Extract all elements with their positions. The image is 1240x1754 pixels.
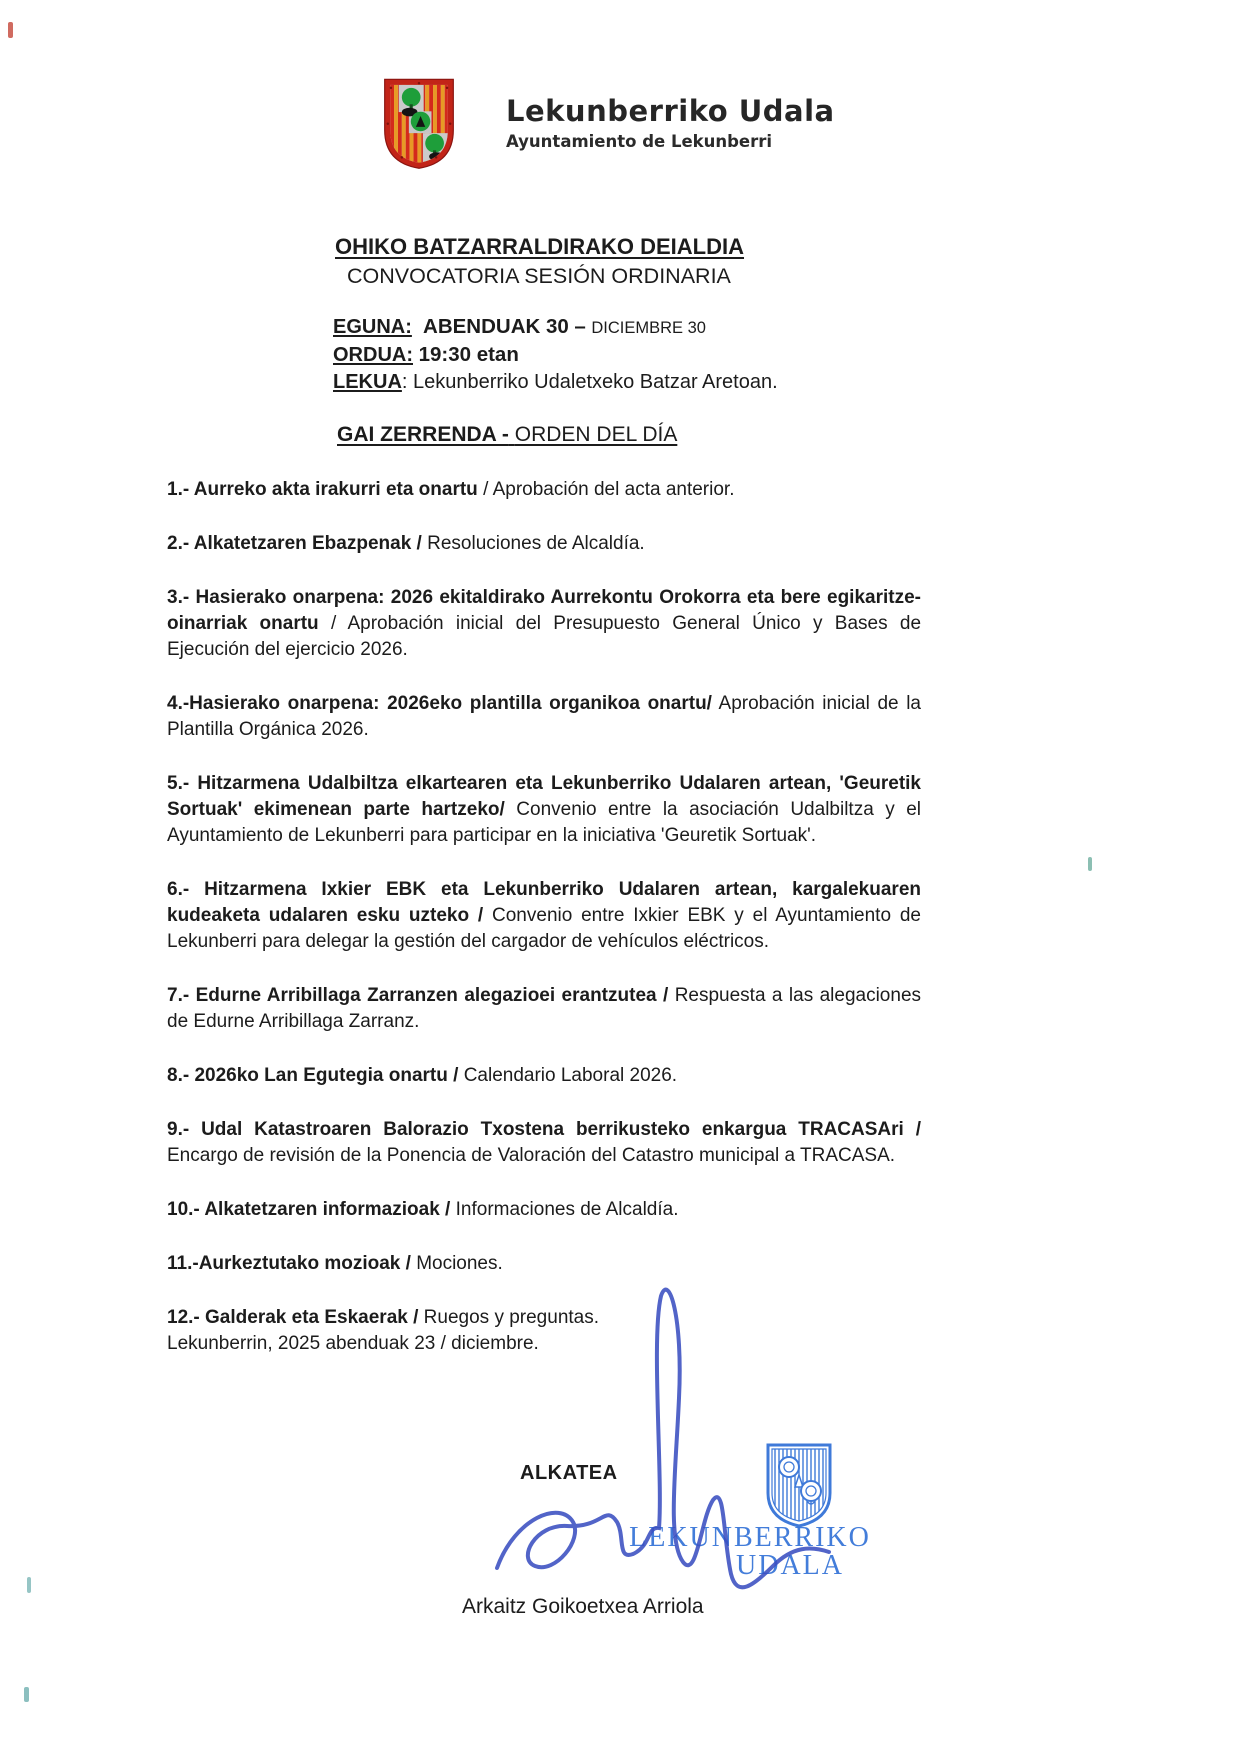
document-title <box>335 234 744 289</box>
date-value-es: DICIEMBRE 30 <box>591 319 706 337</box>
agenda-item: 7.- Edurne Arribillaga Zarranzen alegazioei erantzutea / Respuesta a las alegaciones de Edurne Arribillaga Zarranz. <box>167 985 922 1032</box>
scan-artifact <box>24 1687 29 1702</box>
meta-time <box>333 343 778 371</box>
stamp-text-line1: LEKUNBERRIKO <box>629 1522 871 1553</box>
agenda-item: 5.- Hitzarmena Udalbiltza elkartearen eta Lekunberriko Udalaren artean, 'Geuretik Sortuak' ekimenean parte hartzeko/ Convenio entre la asociación Udalbiltza y el Ayuntamiento de Lekunberri para participar en la iniciativa 'Geuretik Sortuak'. <box>167 773 922 846</box>
agenda-heading-spanish: ORDEN DEL DÍA <box>514 423 678 446</box>
meta-place <box>333 371 778 399</box>
org-name: Lekunberriko Udala <box>506 94 835 128</box>
org-header <box>506 94 835 151</box>
scan-artifact <box>27 1577 31 1593</box>
agenda-item: 8.- 2026ko Lan Egutegia onartu / Calendario Laboral 2026. <box>167 1065 678 1086</box>
time-label: ORDUA: <box>333 344 413 366</box>
lekunberri-coat-of-arms-icon <box>380 76 458 170</box>
agenda-item: 4.-Hasierako onarpena: 2026eko plantilla organikoa onartu/ Aprobación inicial de la Plantilla Orgánica 2026. <box>167 693 921 740</box>
title-spanish: CONVOCATORIA SESIÓN ORDINARIA <box>347 264 731 288</box>
meeting-meta <box>333 315 778 399</box>
closing-date-line: Lekunberrin, 2025 abenduak 23 / diciembre. <box>167 1333 539 1354</box>
date-dash: – <box>574 315 586 338</box>
time-value: 19:30 etan <box>418 343 519 366</box>
date-value-eu: ABENDUAK 30 <box>423 315 569 338</box>
agenda-item: 11.-Aurkeztutako mozioak / Mociones. <box>167 1253 503 1274</box>
signer-name: Arkaitz Goikoetxea Arriola <box>462 1595 704 1618</box>
title-basque: OHIKO BATZARRALDIRAKO DEIALDIA <box>335 234 745 259</box>
scan-artifact <box>8 22 13 38</box>
date-label: EGUNA: <box>333 316 412 338</box>
place-label: LEKUA <box>333 371 402 393</box>
agenda-list <box>167 477 921 1385</box>
place-value: : Lekunberriko Udaletxeko Batzar Aretoan. <box>401 371 778 393</box>
agenda-heading <box>337 423 677 447</box>
scan-artifact <box>1088 857 1092 871</box>
meta-date <box>333 315 778 343</box>
stamp-text-line2: UDALA <box>736 1550 844 1581</box>
agenda-heading-basque: GAI ZERRENDA - <box>337 423 509 446</box>
agenda-item: 1.- Aurreko akta irakurri eta onartu / Aprobación del acta anterior. <box>167 479 735 500</box>
agenda-item: 3.- Hasierako onarpena: 2026 ekitaldirako Aurrekontu Orokorra eta bere egikaritze-oinarriak onartu / Aprobación inicial del Presupuesto General Único y Bases de Ejecución del ejercicio 2026. <box>167 587 922 660</box>
org-subtitle: Ayuntamiento de Lekunberri <box>506 132 773 151</box>
agenda-item: 2.- Alkatetzaren Ebazpenak / Resoluciones de Alcaldía. <box>167 533 645 554</box>
agenda-item: 9.- Udal Katastroaren Balorazio Txostena berrikusteko enkargua TRACASAri / Encargo de revisión de la Ponencia de Valoración del Catastro municipal a TRACASA. <box>167 1119 921 1166</box>
handwritten-signature <box>455 1278 875 1598</box>
agenda-item: 6.- Hitzarmena Ixkier EBK eta Lekunberriko Udalaren artean, kargalekuaren kudeaketa udalaren esku uzteko / Convenio entre Ixkier EBK y el Ayuntamiento de Lekunberri para delegar la gestión del cargador de vehículos eléctricos. <box>167 879 921 952</box>
agenda-item: 10.- Alkatetzaren informazioak / Informaciones de Alcaldía. <box>167 1199 679 1220</box>
signer-role-label: ALKATEA <box>520 1462 618 1484</box>
agenda-item: 12.- Galderak eta Eskaerak / Ruegos y preguntas. <box>167 1307 600 1328</box>
